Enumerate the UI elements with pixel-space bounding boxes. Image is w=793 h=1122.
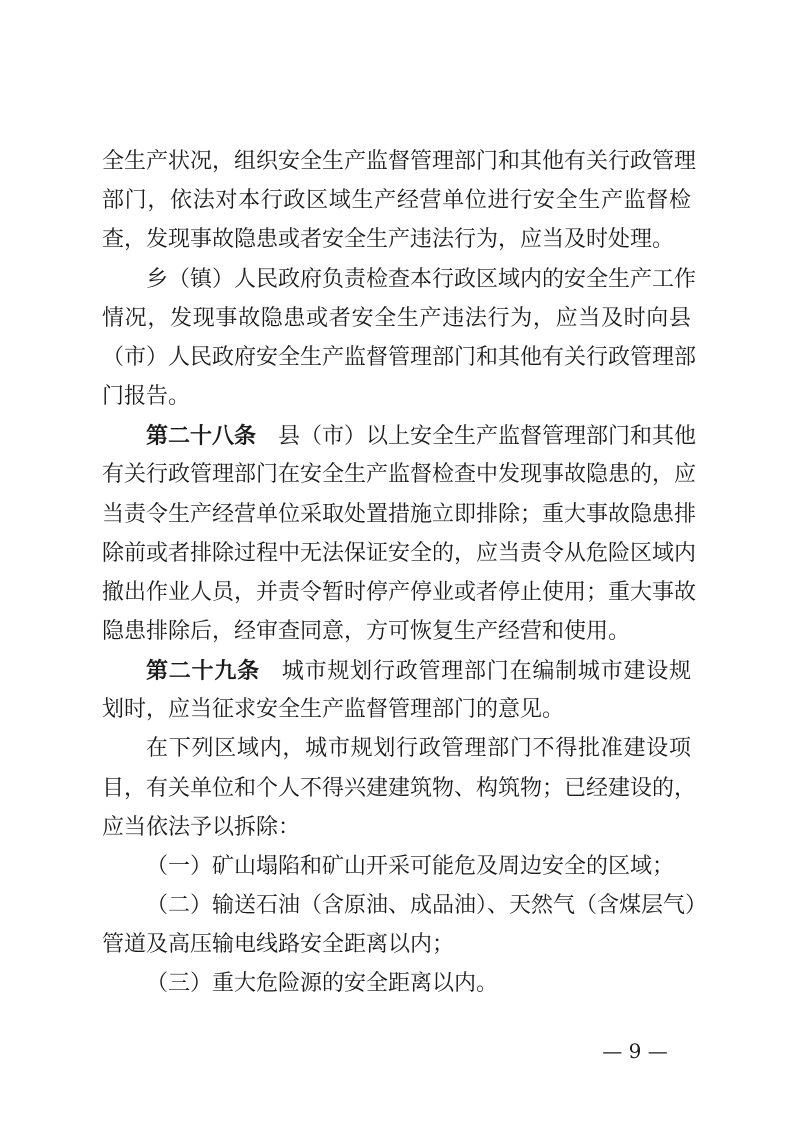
- text-line: [0, 962, 793, 1006]
- line-text: （一）矿山塌陷和矿山开采可能危及周边安全的区域；: [146, 854, 675, 879]
- line-text: 隐患排除后，经审查同意，方可恢复生产经营和使用。: [102, 619, 631, 644]
- text-line: [0, 845, 793, 889]
- text-line: [0, 258, 793, 302]
- text-line: [0, 375, 793, 419]
- text-line: [0, 179, 793, 223]
- line-text: 门报告。: [102, 384, 191, 409]
- line-text: 目，有关单位和个人不得兴建建筑物、构筑物；已经建设的，: [102, 776, 697, 801]
- text-line: [0, 453, 793, 497]
- line-text: 部门，依法对本行政区域生产经营单位进行安全生产监督检: [102, 188, 691, 213]
- line-text: 情况，发现事故隐患或者安全生产违法行为，应当及时向县: [102, 306, 691, 331]
- text-line: [0, 806, 793, 850]
- line-text: 全生产状况，组织安全生产监督管理部门和其他有关行政管理: [102, 149, 697, 174]
- line-text: 有关行政管理部门在安全生产监督检查中发现事故隐患的，应: [102, 462, 697, 487]
- line-text: 划时，应当征求安全生产监督管理部门的意见。: [102, 697, 565, 722]
- page-number: — 9 —: [602, 1039, 668, 1063]
- article-text: 城市规划行政管理部门在编制城市建设规: [281, 659, 691, 684]
- line-text: 在下列区域内，城市规划行政管理部门不得批准建设项: [146, 736, 691, 761]
- article-text: 县（市）以上安全生产监督管理部门和其他: [278, 424, 697, 449]
- line-text: 撤出作业人员，并责令暂时停产停业或者停止使用；重大事故: [102, 580, 697, 605]
- text-line: [0, 140, 793, 184]
- text-line: [0, 414, 793, 458]
- line-text: 管道及高压输电线路安全距离以内；: [102, 932, 455, 957]
- text-line: [0, 218, 793, 262]
- line-text: （二）输送石油（含原油、成品油）、天然气（含煤层气）: [146, 893, 708, 918]
- text-line: [0, 767, 793, 811]
- line-text: 当责令生产经营单位采取处置措施立即排除；重大事故隐患排: [102, 502, 697, 527]
- text-line: [0, 884, 793, 928]
- line-text: 乡（镇）人民政府负责检查本行政区域内的安全生产工作: [146, 267, 697, 292]
- line-text: 除前或者排除过程中无法保证安全的，应当责令从危险区域内: [102, 541, 697, 566]
- text-line: [0, 923, 793, 967]
- text-line: [0, 727, 793, 771]
- line-text: （市）人民政府安全生产监督管理部门和其他有关行政管理部: [102, 345, 697, 370]
- line-text: 应当依法予以拆除：: [102, 815, 301, 840]
- text-line: [0, 493, 793, 537]
- text-line: [0, 571, 793, 615]
- article-heading: 第二十九条: [146, 658, 260, 684]
- text-line: [0, 297, 793, 341]
- text-line: [0, 649, 793, 693]
- line-text: （三）重大危险源的安全距离以内。: [146, 971, 499, 996]
- line-text: 查，发现事故隐患或者安全生产违法行为，应当及时处理。: [102, 227, 675, 252]
- text-line: [0, 336, 793, 380]
- text-line: [0, 688, 793, 732]
- text-line: [0, 532, 793, 576]
- text-line: [0, 610, 793, 654]
- article-heading: 第二十八条: [146, 423, 257, 449]
